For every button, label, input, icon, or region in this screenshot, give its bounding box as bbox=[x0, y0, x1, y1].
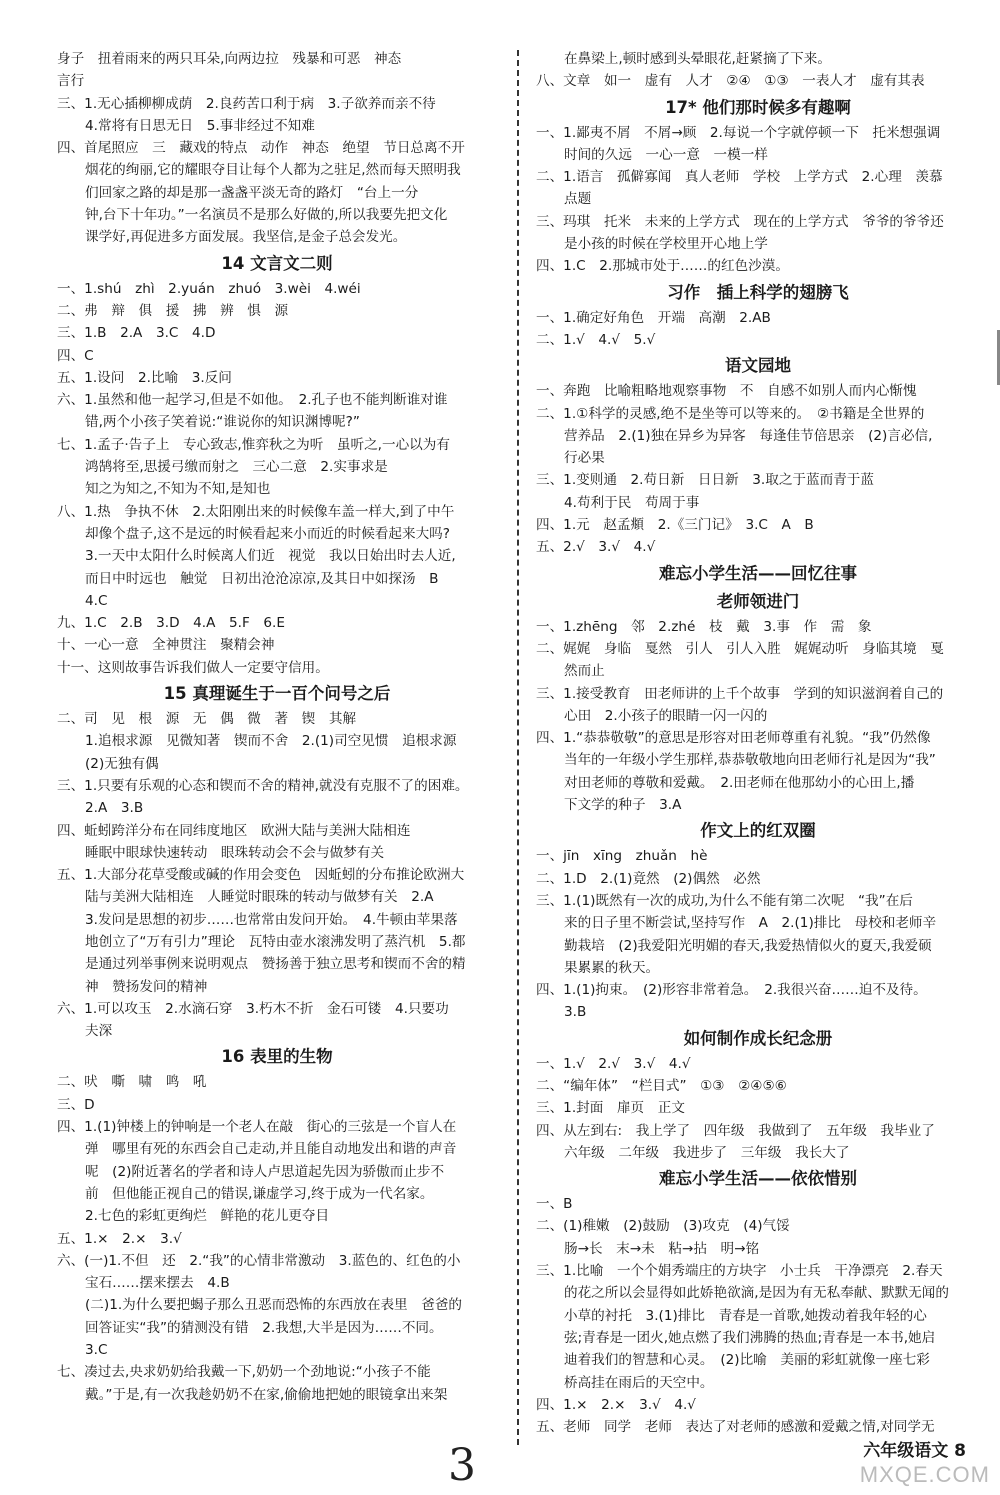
answer-line-continued: 迪着我们的智慧和心灵。 (2)比喻 美丽的彩虹就像一座七彩 bbox=[564, 1352, 930, 1369]
section-heading: 习作 插上科学的翅膀飞 bbox=[667, 282, 849, 302]
answer-line: 一、奔跑 比喻粗略地观察事物 不 自感不如别人而内心惭愧 bbox=[536, 383, 917, 400]
answer-line: 四、1.(1)钟楼上的钟响是一个老人在敲 街心的三弦是一个盲人在 bbox=[57, 1119, 457, 1136]
answer-line: 二、(1)稚嫩 (2)鼓励 (3)攻克 (4)气馁 bbox=[536, 1218, 790, 1235]
answer-line: 五、1.设问 2.比喻 3.反问 bbox=[57, 369, 232, 386]
answer-line: 四、从左到右: 我上学了 四年级 我做到了 五年级 我毕业了 bbox=[536, 1122, 935, 1139]
answer-line: 三、1.变则通 2.苟日新 日日新 3.取之于蓝而青于蓝 bbox=[536, 472, 874, 489]
answer-line-continued: 3.发问是思想的初步……也常常由发问开始。 4.牛顿由苹果落 bbox=[85, 911, 458, 928]
section-heading: 15 真理诞生于一百个问号之后 bbox=[163, 684, 391, 704]
answer-line-continued: 下文学的种子 3.A bbox=[564, 797, 682, 814]
answer-line: 一、1.shú zhì 2.yuán zhuó 3.wèi 4.wéi bbox=[57, 280, 361, 297]
left-column bbox=[57, 48, 497, 1406]
answer-line-continued: 然而止 bbox=[564, 663, 605, 680]
answer-line-continued: 地创立了“万有引力”理论 瓦特由壶水滚沸发明了蒸汽机 5.都 bbox=[85, 933, 466, 950]
answer-line-continued: 回答证实“我”的猜测没有错 2.我想,大半是因为……不同。 bbox=[85, 1319, 443, 1336]
answer-line: 四、C bbox=[57, 347, 94, 364]
answer-line: 一、1.√ 2.√ 3.√ 4.√ bbox=[536, 1055, 691, 1072]
answer-line: 九、1.C 2.B 3.D 4.A 5.F 6.E bbox=[57, 615, 285, 632]
answer-line: 三、1.比喻 一个个娟秀端庄的方块字 小士兵 干净漂亮 2.春天 bbox=[536, 1263, 943, 1280]
section-heading: 难忘小学生活——依依惜别 bbox=[659, 1169, 857, 1189]
section-heading: 如何制作成长纪念册 bbox=[683, 1028, 833, 1048]
answer-line-continued: 3.一天中太阳什么时候离人们近 视觉 我以日始出时去人近, bbox=[85, 548, 456, 565]
answer-line-continued: 勤栽培 (2)我爱阳光明媚的春天,我爱热情似火的夏天,我爱硕 bbox=[564, 937, 932, 954]
section-heading: 作文上的红双圈 bbox=[700, 821, 816, 841]
side-page-number: 8 bbox=[954, 1441, 966, 1461]
answer-line: 三、玛琪 托米 未来的上学方式 现在的上学方式 爷爷的爷爷还 bbox=[536, 213, 944, 230]
answer-line-continued: 神 赞扬发问的精神 bbox=[85, 978, 208, 995]
answer-line-continued: 错,两个小孩子笑着说:“谁说你的知识渊博呢?” bbox=[85, 414, 360, 431]
answer-line: 二、1.√ 4.√ 5.√ bbox=[536, 331, 656, 348]
answer-line: 三、1.封面 扉页 正文 bbox=[536, 1100, 685, 1117]
answer-line-continued: 鸿鹄将至,思援弓缴而射之 三心二意 2.实事求是 bbox=[85, 459, 388, 476]
answer-line-continued: 行必果 bbox=[564, 450, 605, 467]
answer-line: 六、(一)1.不但 还 2.“我”的心情非常激动 3.蓝色的、红色的小 bbox=[57, 1252, 461, 1269]
answer-line-continued: (二)1.为什么要把蝎子那么丑恶而恐怖的东西放在表里 爸爸的 bbox=[85, 1297, 463, 1314]
answer-line: 八、1.热 争执不休 2.太阳刚出来的时候像车盖一样大,到了中午 bbox=[57, 503, 455, 520]
answer-line: 二、1.D 2.(1)竟然 (2)偶然 必然 bbox=[536, 870, 761, 887]
answer-line: 一、1.zhēng 邻 2.zhé 枝 戴 3.事 作 需 象 bbox=[536, 618, 872, 635]
answer-line-continued: 3.C bbox=[85, 1342, 108, 1359]
answer-line: 二、1.①科学的灵感,绝不是坐等可以等来的。 ②书籍是全世界的 bbox=[536, 405, 925, 422]
answer-line: 四、1.“恭恭敬敬”的意思是形容对田老师尊重有礼貌。“我”仍然像 bbox=[536, 730, 931, 747]
answer-line-continued: 4.C bbox=[85, 592, 108, 609]
answer-line: 身子 扭着雨来的两只耳朵,向两边拉 残暴和可恶 神态 bbox=[57, 51, 402, 67]
answer-line-continued: 的花之所以会显得如此娇艳欲滴,是因为有无私奉献、默默无闻的 bbox=[564, 1285, 949, 1302]
answer-line: 言行 bbox=[57, 73, 85, 90]
answer-line-continued: 宝石……摆来摆去 4.B bbox=[85, 1275, 230, 1292]
answer-line-continued: 而日中时远也 触觉 日初出沧沧凉凉,及其日中如探汤 B bbox=[85, 570, 439, 587]
answer-line-continued: 弦;青春是一团火,她点燃了我们沸腾的热血;青春是一本书,她启 bbox=[564, 1329, 936, 1346]
answer-line-continued: 钟,台下十年功。”一名演员不是那么好做的,所以我要先把文化 bbox=[85, 207, 448, 224]
section-heading: 17* 他们那时候多有趣啊 bbox=[665, 97, 851, 117]
right-column bbox=[536, 48, 980, 1438]
watermark: MXQE.COM bbox=[859, 1462, 990, 1487]
answer-line-continued: 弹 哪里有死的东西会自己走动,并且能自动地发出和谐的声音 bbox=[85, 1141, 457, 1158]
answer-line-continued: 桥高挂在雨后的天空中。 bbox=[564, 1374, 714, 1391]
answer-line: 三、1.无心插柳柳成荫 2.良药苦口利于病 3.子欲养而亲不待 bbox=[57, 95, 436, 112]
answer-line-continued: 课学好,再促进多方面发展。我坚信,是金子总会发光。 bbox=[85, 229, 407, 246]
answer-line-continued: (2)无独有偶 bbox=[85, 755, 159, 772]
answer-line: 五、老师 同学 老师 表达了对老师的感激和爱戴之情,对同学无 bbox=[536, 1419, 935, 1436]
answer-line-continued: 们回家之路的却是那一盏盏平淡无奇的路灯 “台上一分 bbox=[85, 184, 419, 201]
answer-line-continued: 夫深 bbox=[85, 1023, 113, 1040]
section-heading: 14 文言文二则 bbox=[221, 253, 333, 273]
answer-line: 三、1.接受教育 田老师讲的上千个故事 学到的知识滋润着自己的 bbox=[536, 685, 944, 702]
answer-line-continued: 对田老师的尊敬和爱戴。 2.田老师在他那幼小的心田上,播 bbox=[564, 774, 915, 791]
answer-line: 五、1.大部分花草受酸或碱的作用会变色 因蚯蚓的分布推论欧洲大 bbox=[57, 867, 465, 884]
answer-line-continued: 却像个盘子,这不是远的时候看起来小而近的时候看起来大吗? bbox=[85, 525, 450, 542]
answer-line: 一、1.确定好角色 开端 高潮 2.AB bbox=[536, 309, 771, 326]
answer-line-continued: 4.常将有日思无日 5.事非经过不知难 bbox=[85, 117, 315, 134]
answer-line: 一、jīn xīng zhuǎn hè bbox=[536, 848, 708, 865]
answer-line-continued: 戴。”于是,有一次我趁奶奶不在家,偷偷地把她的眼镜拿出来架 bbox=[85, 1386, 448, 1403]
answer-line-continued: 时间的久远 一心一意 一模一样 bbox=[564, 146, 768, 163]
answer-line: 四、1.C 2.那城市处于……的红色沙漠。 bbox=[536, 258, 789, 275]
answer-line-continued: 是小孩的时候在学校里开心地上学 bbox=[564, 236, 768, 253]
answer-line-continued: 烟花的绚丽,它的耀眼夺目让每个人都为之驻足,然而每天照明我 bbox=[85, 162, 461, 179]
answer-line: 六、1.可以攻玉 2.水滴石穿 3.朽木不折 金石可镂 4.只要功 bbox=[57, 1000, 449, 1017]
answer-line-continued: 3.B bbox=[564, 1004, 587, 1021]
answer-line-continued: 来的日子里不断尝试,坚持写作 A 2.(1)排比 母校和老师辛 bbox=[564, 915, 937, 932]
answer-line: 十、一心一意 全神贯注 聚精会神 bbox=[57, 637, 275, 654]
answer-line-continued: 1.追根求源 见微知著 锲而不舍 2.(1)司空见惯 追根求源 bbox=[85, 733, 457, 750]
answer-line: 二、“编年体” “栏目式” ①③ ②④⑤⑥ bbox=[536, 1077, 787, 1094]
answer-line: 二、吠 嘶 啸 鸣 吼 bbox=[57, 1074, 207, 1091]
answer-line-continued: 肠→长 末→未 粘→拈 明→铭 bbox=[564, 1240, 760, 1257]
section-heading: 16 表里的生物 bbox=[221, 1047, 333, 1067]
answer-line-continued: 点题 bbox=[564, 191, 592, 208]
answer-line-continued: 六年级 二年级 我进步了 三年级 我长大了 bbox=[564, 1144, 850, 1161]
answer-line: 三、1.B 2.A 3.C 4.D bbox=[57, 325, 216, 342]
answer-line-continued: 睡眠中眼球快速转动 眼珠转动会不会与做梦有关 bbox=[85, 844, 385, 861]
answer-line-continued: 4.苟利于民 苟周于事 bbox=[564, 494, 700, 511]
answer-line-continued: 当年的一年级小学生那样,恭恭敬敬地向田老师行礼是因为“我” bbox=[564, 752, 936, 769]
answer-line: 一、B bbox=[536, 1196, 573, 1213]
answer-line: 四、首尾照应 三 藏戏的特点 动作 神态 绝望 节日总离不开 bbox=[57, 140, 465, 157]
column-divider bbox=[517, 50, 519, 1445]
answer-line: 四、蚯蚓跨洋分布在同纬度地区 欧洲大陆与美洲大陆相连 bbox=[57, 822, 411, 839]
answer-line: 十一、这则故事告诉我们做人一定要守信用。 bbox=[57, 659, 329, 676]
answer-line-continued: 知之为知之,不知为不知,是知也 bbox=[85, 481, 271, 498]
answer-line-continued: 2.七色的彩虹更绚烂 鲜艳的花儿更夺目 bbox=[85, 1208, 330, 1225]
section-heading: 难忘小学生活——回忆往事 bbox=[659, 563, 857, 583]
answer-line-continued: 在鼻梁上,顿时感到头晕眼花,赶紧摘了下来。 bbox=[564, 51, 831, 67]
answer-line: 八、文章 如一 虚有 人才 ②④ ①③ 一表人才 虚有其表 bbox=[536, 73, 925, 90]
answer-line-continued: 呢 (2)附近著名的学者和诗人卢思道起先因为骄傲而止步不 bbox=[85, 1163, 445, 1180]
answer-line: 四、1.元 赵孟頫 2.《三门记》 3.C A B bbox=[536, 517, 814, 534]
subject-label: 六年级语文 bbox=[863, 1441, 949, 1461]
answer-line: 三、D bbox=[57, 1096, 95, 1113]
answer-line: 二、1.语言 孤僻寡闻 真人老师 学校 上学方式 2.心理 羡慕 bbox=[536, 169, 943, 186]
answer-line: 四、1.× 2.× 3.√ 4.√ bbox=[536, 1396, 696, 1413]
answer-line: 六、1.虽然和他一起学习,但是不如他。 2.孔子也不能判断谁对谁 bbox=[57, 392, 448, 409]
answer-line-continued: 是通过列举事例来说明观点 赞扬善于独立思考和锲而不舍的精 bbox=[85, 956, 466, 973]
answer-line: 三、1.(1)既然有一次的成功,为什么不能有第二次呢 “我”在后 bbox=[536, 892, 913, 909]
section-heading: 老师领进门 bbox=[716, 591, 800, 611]
answer-line: 五、1.× 2.× 3.√ bbox=[57, 1230, 182, 1247]
answer-line: 四、1.(1)拘束。 (2)形容非常着急。 2.我很兴奋……迫不及待。 bbox=[536, 982, 927, 999]
answer-line: 三、1.只要有乐观的心态和锲而不舍的精神,就没有克服不了的困难。 bbox=[57, 777, 469, 794]
answer-line-continued: 小草的衬托 3.(1)排比 青春是一首歌,她拨动着我年轻的心 bbox=[564, 1307, 927, 1324]
subject-page-label bbox=[859, 1436, 970, 1461]
answer-line: 二、弗 辩 俱 援 拂 辨 惧 源 bbox=[57, 302, 289, 319]
answer-line: 二、娓娓 身临 戛然 引人 引人入胜 娓娓动听 身临其境 戛 bbox=[536, 640, 944, 657]
answer-line-continued: 2.A 3.B bbox=[85, 800, 144, 817]
answer-line-continued: 果累累的秋天。 bbox=[564, 959, 660, 976]
answer-line: 一、1.鄙夷不屑 不屑→顾 2.每说一个字就停顿一下 托米想强调 bbox=[536, 124, 941, 141]
answer-line: 七、1.孟子·告子上 专心致志,惟弈秋之为听 虽听之,一心以为有 bbox=[57, 436, 450, 453]
answer-line-continued: 前 但他能正视自己的错误,谦虚学习,终于成为一代名家。 bbox=[85, 1185, 434, 1202]
answer-line: 五、2.√ 3.√ 4.√ bbox=[536, 539, 656, 556]
answer-line-continued: 心田 2.小孩子的眼睛一闪一闪的 bbox=[564, 707, 768, 724]
answer-line: 二、司 见 根 源 无 偶 微 著 锲 其解 bbox=[57, 711, 357, 728]
answer-line-continued: 营养品 2.(1)独在异乡为异客 每逢佳节倍思亲 (2)言必信, bbox=[564, 427, 933, 444]
answer-line-continued: 陆与美洲大陆相连 人睡觉时眼珠的转动与做梦有关 2.A bbox=[85, 889, 434, 906]
handwritten-page-number: 3 bbox=[448, 1440, 476, 1491]
section-heading: 语文园地 bbox=[725, 356, 791, 376]
answer-line: 七、凑过去,央求奶奶给我戴一下,奶奶一个劲地说:“小孩子不能 bbox=[57, 1364, 431, 1381]
